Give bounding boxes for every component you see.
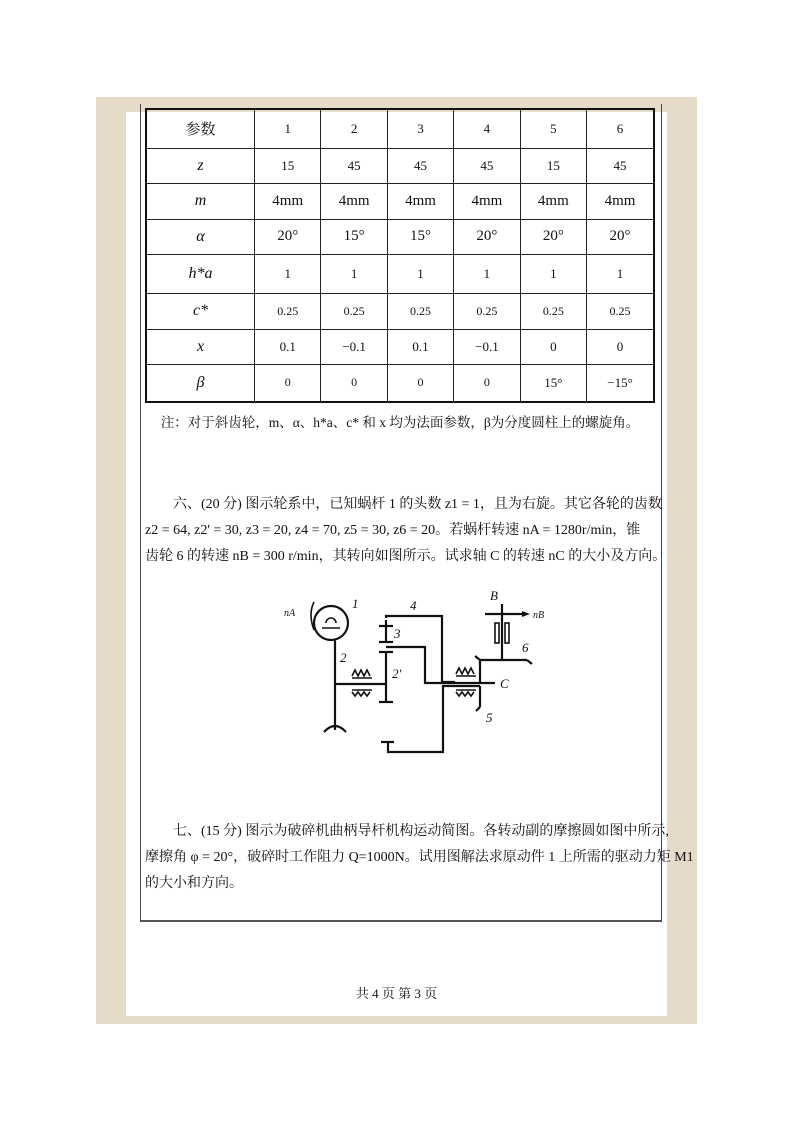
table-cell: 45 (387, 148, 453, 183)
table-cell: 20° (454, 219, 520, 254)
arrow-icon (522, 611, 530, 617)
gear-5-arm (388, 686, 480, 752)
table-cell: 1 (587, 254, 654, 293)
label-na: nA (284, 608, 296, 619)
table-cell: 1 (321, 254, 387, 293)
table-header-cell: 5 (520, 109, 586, 148)
table-cell: 15 (255, 148, 321, 183)
table-header-cell: 3 (387, 109, 453, 148)
table-cell: 4mm (255, 183, 321, 219)
table-cell: 1 (255, 254, 321, 293)
question-6 (145, 492, 667, 570)
page-number: 共 4 页 第 3 页 (355, 986, 438, 1001)
table-cell: 0.25 (587, 293, 654, 329)
table-cell: 45 (321, 148, 387, 183)
table-cell: 0.25 (454, 293, 520, 329)
worm-gear-1 (314, 606, 348, 640)
table-cell: 15 (520, 148, 586, 183)
question-6-line-1 (145, 492, 660, 518)
table-cell: 0 (520, 329, 586, 364)
table-header-cell: 参数 (146, 109, 255, 148)
table-cell: 0 (387, 364, 453, 402)
question-7 (145, 819, 694, 897)
table-row (146, 219, 654, 254)
row-symbol: z (146, 148, 255, 183)
label-nb: nB (533, 610, 545, 621)
row-symbol: β (146, 364, 255, 402)
table-cell: 0 (587, 329, 654, 364)
table-cell: 0.25 (321, 293, 387, 329)
table-cell: 0.1 (255, 329, 321, 364)
question-7-line-1 (145, 819, 669, 845)
table-cell: 4mm (321, 183, 387, 219)
table-cell: −0.1 (454, 329, 520, 364)
table-row (146, 148, 654, 183)
table-cell: 4mm (454, 183, 520, 219)
table-cell: 0 (321, 364, 387, 402)
question-6-line-3: 齿轮 6 的转速 nB = 300 r/min，其转向如图所示。试求轴 C 的转速 nC 的大小及方向。 (145, 549, 667, 564)
label-gear-3: 3 (394, 626, 401, 641)
label-gear-1: 1 (352, 596, 359, 611)
table-cell: 0.25 (255, 293, 321, 329)
table-cell: 45 (454, 148, 520, 183)
table-cell: 0.25 (387, 293, 453, 329)
question-7-line-2: 摩擦角 φ = 20°，破碎时工作阻力 Q=1000N。试用图解法求原动件 1 上所需的驱动力矩 M1 (145, 850, 694, 865)
table-cell: 15° (387, 219, 453, 254)
table-row (146, 254, 654, 293)
label-shaft-b: B (490, 588, 498, 603)
table-cell: 15° (520, 364, 586, 402)
bearing-icon (352, 670, 370, 676)
table-header-cell: 6 (587, 109, 654, 148)
table-row (146, 364, 654, 402)
worm-bearing-icon (322, 618, 340, 628)
table-cell: −15° (587, 364, 654, 402)
table-cell: 1 (454, 254, 520, 293)
bearing-icon (456, 668, 474, 674)
row-symbol: x (146, 329, 255, 364)
table-cell: 0.1 (387, 329, 453, 364)
table-cell: 1 (387, 254, 453, 293)
question-6-text: 六、(20 分) 图示轮系中，已知蜗杆 1 的头数 z1 = 1，且为右旋。其它各轮的齿数 (173, 497, 662, 512)
table-cell: 0 (255, 364, 321, 402)
table-cell: 0 (454, 364, 520, 402)
table-note: 注：对于斜齿轮，m、α、h*a、c* 和 x 均为法面参数，β为分度圆柱上的螺旋角。 (160, 415, 640, 430)
table-cell: 4mm (387, 183, 453, 219)
table-row (146, 293, 654, 329)
table-row (146, 183, 654, 219)
label-gear-4: 4 (410, 598, 417, 613)
table-row (146, 329, 654, 364)
table-cell: 15° (321, 219, 387, 254)
label-gear-2: 2 (340, 650, 347, 665)
table-cell: 45 (587, 148, 654, 183)
carrier-shaft-c (386, 647, 495, 683)
label-gear-2-prime: 2' (392, 666, 402, 681)
table-cell: −0.1 (321, 329, 387, 364)
bearing-icon (495, 623, 499, 643)
table-cell: 20° (587, 219, 654, 254)
table-header-row (146, 109, 654, 148)
question-7-line-3: 的大小和方向。 (145, 876, 243, 891)
row-symbol: c* (146, 293, 255, 329)
label-gear-5: 5 (486, 710, 493, 725)
table-cell: 4mm (587, 183, 654, 219)
gear-train-diagram (284, 588, 545, 780)
gear-parameter-table (145, 108, 655, 403)
row-symbol: α (146, 219, 255, 254)
table-cell: 20° (255, 219, 321, 254)
row-symbol: m (146, 183, 255, 219)
table-cell: 4mm (520, 183, 586, 219)
table-header-cell: 2 (321, 109, 387, 148)
row-symbol: h*a (146, 254, 255, 293)
table-header-cell: 4 (454, 109, 520, 148)
label-gear-6: 6 (522, 640, 529, 655)
question-6-line-2: z2 = 64, z2' = 30, z3 = 20, z4 = 70, z5 = 30, z6 = 20。若蜗杆转速 nA = 1280r/min，锥 (145, 523, 641, 538)
table-header-cell: 1 (255, 109, 321, 148)
table-cell: 0.25 (520, 293, 586, 329)
table-cell: 20° (520, 219, 586, 254)
label-shaft-c: C (500, 676, 509, 691)
question-7-text: 七、(15 分) 图示为破碎机曲柄导杆机构运动简图。各转动副的摩擦圆如图中所示, (173, 824, 669, 839)
table-cell: 1 (520, 254, 586, 293)
